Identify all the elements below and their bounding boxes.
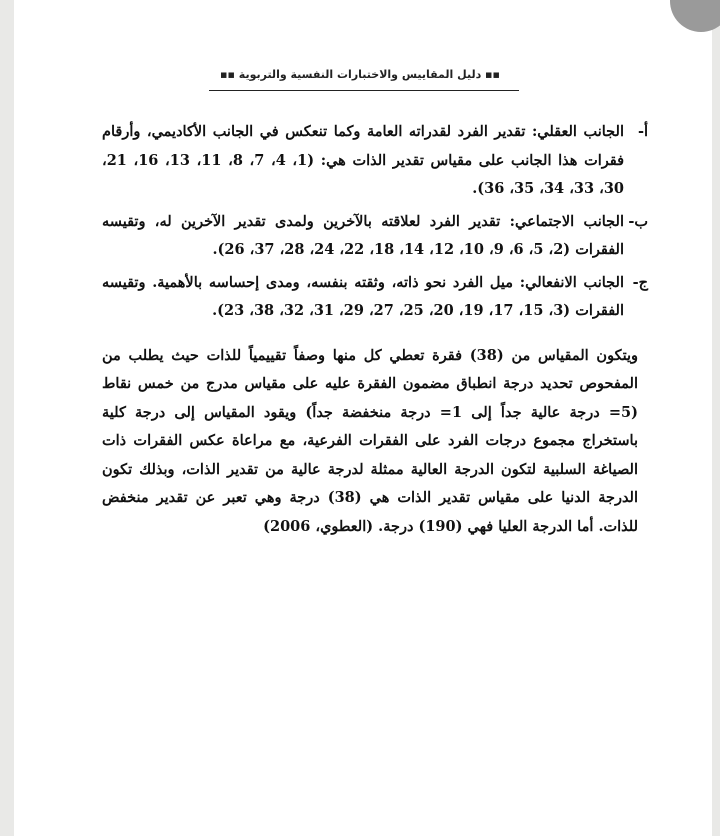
list-item-social — [102, 208, 648, 265]
item-text: الجانب الانفعالي: ميل الفرد نحو ذاته، وثقته بنفسه، ومدى إحساسه بالأهمية. وتقيسه الفقرات (3، 15، 17، 19، 20، 25، 27، 29، 31، 32، 38، 23). — [102, 273, 624, 319]
item-text: الجانب الاجتماعي: تقدير الفرد لعلاقته بالآخرين ولمدى تقدير الآخرين له، وتقيسه الفقرات (2، 5، 6، 9، 10، 12، 14، 18، 22، 24، 28، 37، 26). — [102, 212, 624, 258]
corner-mark — [670, 0, 720, 32]
item-marker: أ- — [637, 123, 648, 140]
running-header: ▪▪ دليل المقاييس والاختبارات النفسية والتربوية ▪▪ — [220, 68, 500, 81]
body-text — [102, 118, 648, 541]
list-item-mental — [102, 118, 648, 204]
scale-description-paragraph: ويتكون المقياس من (38) فقرة تعطي كل منها وصفاً تقييمياً للذات حيث يطلب من المفحوص تحديد درجة انطباق مضمون الفقرة عليه على مقياس مدرج من خمس نقاط (5= درجة عالية جداً إلى 1= درجة منخفضة جداً) ويقود المقياس إلى درجة كلية باستخراج مجموع درجات الفرد على الفقرات الفرعية، مع مراعاة عكس الفقرات ذات الصياغة السلبية لتكون الدرجة العالية ممثلة لدرجة عالية من تقدير الذات، وبذلك تكون الدرجة الدنيا على مقياس تقدير الذات هي (38) درجة وهي تعبر عن تقدير منخفض للذات. أما الدرجة العليا فهي (190) درجة. (العطوي، 2006) — [102, 346, 638, 535]
item-marker: ج- — [632, 273, 648, 291]
item-text: الجانب العقلي: تقدير الفرد لقدراته العامة وكما تنعكس في الجانب الأكاديمي، وأرقام فقرات هذا الجانب على مقياس تقدير الذات هي: (1، 4، 7، 8، 11، 13، 16، 21، 30، 33، 34، 35، 36). — [102, 123, 625, 197]
list-item-emotional — [102, 269, 648, 326]
item-marker: ب- — [628, 212, 648, 230]
header-rule — [209, 90, 519, 91]
document-page — [14, 0, 712, 836]
